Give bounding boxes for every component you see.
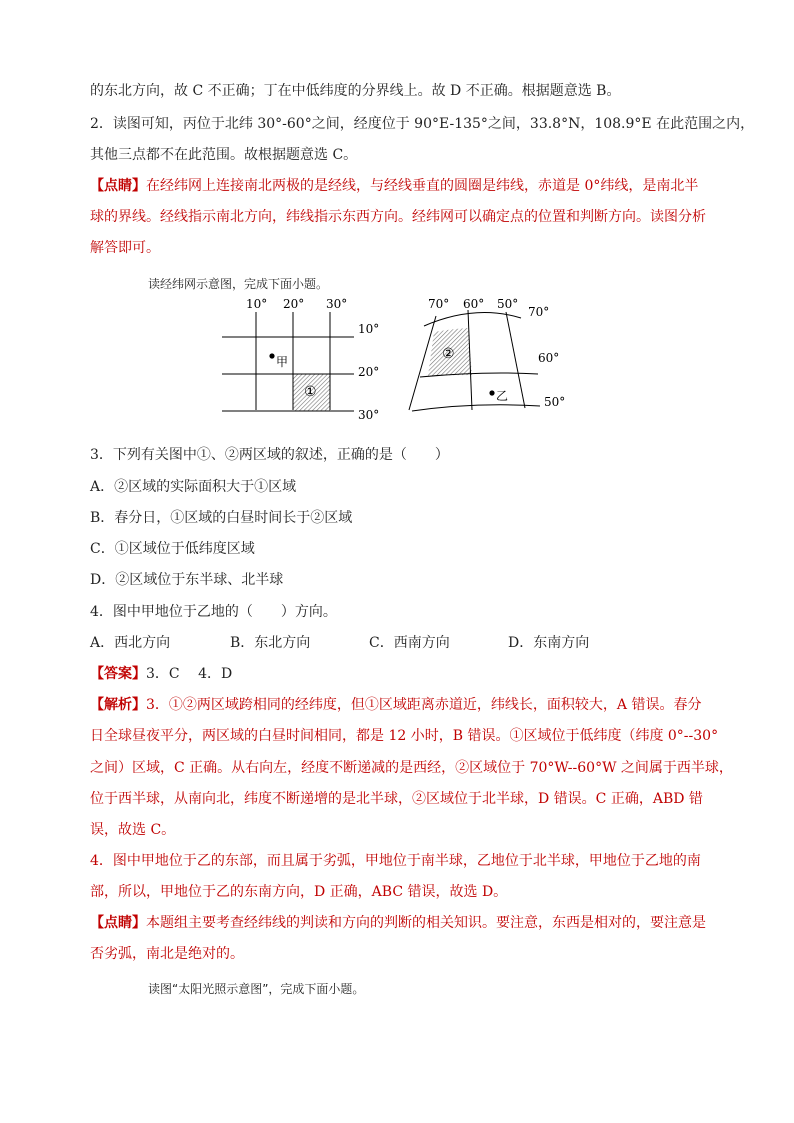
lat-label: 10° (358, 322, 380, 336)
lon-label: 20° (283, 297, 305, 311)
lat-label: 60° (538, 351, 560, 365)
analysis-line-1 (90, 695, 701, 715)
tip-label: 【点睛】 (90, 178, 146, 194)
q3-stem: 3．下列有关图中①、②两区域的叙述，正确的是（ ） (90, 447, 449, 463)
q3-option-b: B．春分日，①区域的白昼时间长于②区域 (90, 510, 353, 526)
tip2-label: 【点睛】 (90, 915, 146, 931)
tip-text: 在经纬网上连接南北两极的是经线，与经线垂直的圆圈是纬线，赤道是 0°纬线，是南北半 (146, 178, 699, 194)
lat-label: 50° (544, 395, 566, 409)
figure-caption: 读经纬网示意图，完成下面小题。 (148, 277, 329, 291)
graticule-figure (0, 294, 794, 454)
analysis-label: 【解析】 (90, 697, 146, 713)
analysis-line-5: 误，故选 C。 (90, 822, 176, 838)
tip-line-3: 解答即可。 (90, 240, 160, 256)
analysis-line-3: 之间）区域，C 正确。从右向左，经度不断递减的是西经，②区域位于 70°W--60°W 之间属于西半球， (90, 760, 733, 776)
solution-line: 的东北方向，故 C 不正确；丁在中低纬度的分界线上。故 D 不正确。根据题意选 B。 (90, 83, 621, 99)
solution-q2-line-1: 2．读图可知，丙位于北纬 30°-60°之间，经度位于 90°E-135°之间，33.8°N，108.9°E 在此范围之内， (90, 116, 755, 132)
point-yi-marker (489, 390, 494, 395)
point-yi-label: 乙 (496, 389, 509, 403)
lat-label: 20° (358, 365, 380, 379)
lon-label: 70° (428, 297, 450, 311)
q4-option-c: C．西南方向 (369, 635, 450, 651)
tip2-line-1 (90, 913, 706, 933)
lon-label: 30° (326, 297, 348, 311)
q4-option-d: D．东南方向 (508, 635, 590, 651)
tip-line-2: 球的界线。经线指示南北方向，纬线指示东西方向。经纬网可以确定点的位置和判断方向。读图分析 (90, 209, 706, 225)
region-2-label: ② (442, 346, 455, 362)
answer-label: 【答案】 (90, 666, 146, 682)
point-jia-label: 甲 (276, 355, 289, 369)
tip2-text: 本题组主要考查经纬线的判读和方向的判断的相关知识。要注意，东西是相对的，要注意是 (146, 915, 706, 931)
lon-label: 60° (463, 297, 485, 311)
point-jia-marker (269, 353, 274, 358)
next-figure-caption: 读图“太阳光照示意图”，完成下面小题。 (148, 982, 365, 996)
solution-q2-line-2: 其他三点都不在此范围。故根据题意选 C。 (90, 147, 358, 163)
lon-label: 10° (246, 297, 268, 311)
lat-label: 30° (358, 408, 380, 422)
q3-option-a: A．②区域的实际面积大于①区域 (90, 479, 297, 495)
answer-line (90, 664, 232, 684)
analysis-line-7: 部，所以，甲地位于乙的东南方向，D 正确，ABC 错误，故选 D。 (90, 884, 508, 900)
q4-option-a: A．西北方向 (90, 635, 171, 651)
analysis-text: 3．①②两区域跨相同的经纬度，但①区域距离赤道近，纬线长，面积较大，A 错误。春分 (146, 697, 702, 713)
q4-option-b: B．东北方向 (230, 635, 311, 651)
answer-text: 3．C 4．D (146, 666, 233, 682)
analysis-line-6: 4．图中甲地位于乙的东部，而且属于劣弧，甲地位于南半球，乙地位于北半球，甲地位于乙地的南 (90, 853, 701, 869)
analysis-line-4: 位于西半球，从南向北，纬度不断递增的是北半球，②区域位于北半球，D 错误。C 正确，ABD 错 (90, 791, 703, 807)
right-grid (409, 297, 565, 411)
lon-label: 50° (497, 297, 519, 311)
region-1-label: ① (304, 384, 317, 400)
analysis-line-2: 日全球昼夜平分，两区域的白昼时间相同，都是 12 小时，B 错误。①区域位于低纬度（纬度 0°--30° (90, 728, 719, 744)
lat-label: 70° (528, 305, 550, 319)
q3-option-d: D．②区域位于东半球、北半球 (90, 572, 284, 588)
tip-line-1 (90, 176, 698, 196)
left-grid (222, 297, 379, 422)
tip2-line-2: 否劣弧，南北是绝对的。 (90, 946, 244, 962)
q3-option-c: C．①区域位于低纬度区域 (90, 541, 255, 557)
q4-stem: 4．图中甲地位于乙地的（ ）方向。 (90, 604, 337, 620)
